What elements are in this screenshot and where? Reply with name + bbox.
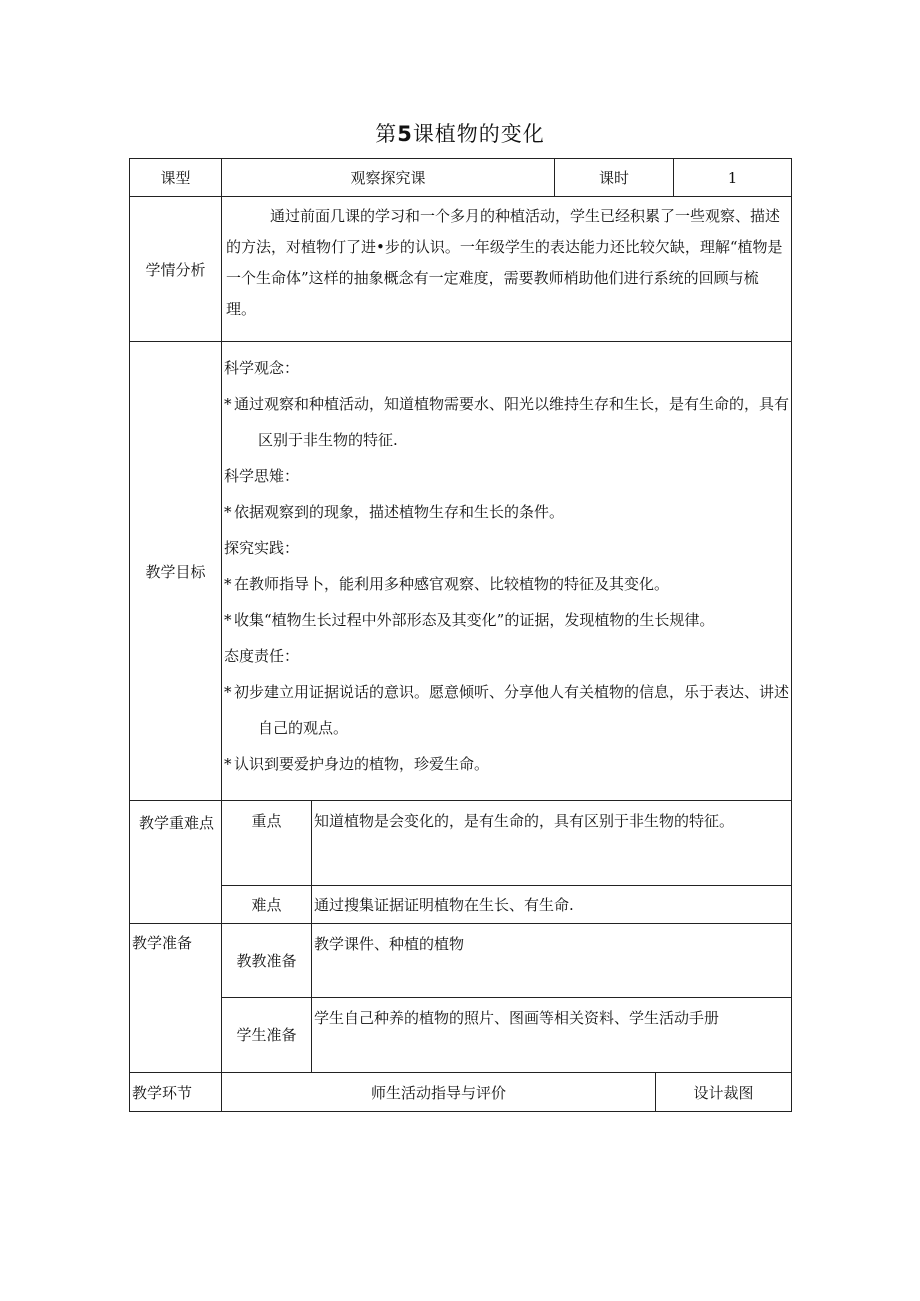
hours-label: 课时	[555, 159, 674, 197]
difficulty-label: 难点	[222, 886, 312, 924]
analysis-label: 学情分析	[130, 197, 222, 342]
goal-heading: 探究实践：	[224, 539, 300, 557]
teacher-prep-text: 教学课件、种植的植物	[312, 924, 792, 998]
design-label: 设计裁图	[656, 1073, 792, 1112]
goals-cell	[222, 342, 792, 801]
bullet-mark: *	[224, 755, 232, 773]
goal-item: * 收集“植物生长过程中外部形态及其变化”的证据，发现植物的生长规律。	[224, 602, 789, 638]
title-number: 5	[397, 122, 413, 146]
bullet-mark: *	[224, 503, 232, 521]
bullet-mark: *	[224, 683, 232, 701]
analysis-text: 通过前面几课的学习和一个多月的种植活动，学生已经积累了一些观察、描述的方法，对植物仃了进•步的认识。一年级学生的表达能力还比较欠缺，理解“植物是一个生命体”这样的抽象概念有一定难度，需要教师梢助他们进行系统的回顾与梳理。	[226, 207, 783, 318]
title-suffix: 课植物的变化	[412, 122, 545, 146]
stage-label: 教学环节	[130, 1073, 222, 1112]
analysis-cell	[222, 197, 792, 342]
goal-item: * 依据观察到的现象，描述植物生存和生长的条件。	[224, 494, 789, 530]
key-points-label: 教学重难点	[130, 801, 222, 924]
difficulty-text: 通过搜集证据证明植物在生长、有生命.	[312, 886, 792, 924]
goal-item: * 在教师指导卜，能利用多种感官观察、比较植物的特征及其变化。	[224, 566, 789, 602]
teacher-prep-label: 教教准备	[222, 924, 312, 998]
goals-label: 教学目标	[130, 342, 222, 801]
student-prep-text: 学生自己种养的植物的照片、图画等相关资料、学生活动手册	[312, 998, 792, 1073]
page-title	[0, 118, 920, 148]
teacher-prep-row	[130, 924, 792, 998]
goal-heading: 科学思雉：	[224, 467, 300, 485]
goal-heading: 态度责任：	[224, 647, 300, 665]
preparation-label: 教学准备	[130, 924, 222, 1073]
lesson-plan-table	[129, 158, 792, 1112]
student-prep-row	[130, 998, 792, 1073]
goal-item: * 初步建立用证据说话的意识。愿意倾听、分享他人有关植物的信息，乐于表达、讲述自己的观点。	[224, 674, 789, 746]
bullet-mark: *	[224, 575, 232, 593]
type-label: 课型	[130, 159, 222, 197]
header-row	[130, 159, 792, 197]
goals-row	[130, 342, 792, 801]
goal-heading: 科学观念：	[224, 359, 300, 377]
type-value: 观察探究课	[222, 159, 555, 197]
bullet-mark: *	[224, 611, 232, 629]
focus-text: 知道植物是会变化的，是有生命的，具有区别于非生物的特征。	[312, 801, 792, 886]
student-prep-label: 学生准备	[222, 998, 312, 1073]
bullet-mark: *	[224, 395, 232, 413]
activity-label: 师生活动指导与评价	[222, 1073, 656, 1112]
focus-label: 重点	[222, 801, 312, 886]
focus-row	[130, 801, 792, 886]
footer-row	[130, 1073, 792, 1112]
title-prefix: 第	[375, 122, 398, 146]
hours-value: 1	[674, 159, 792, 197]
analysis-row	[130, 197, 792, 342]
goal-item: * 通过观察和种植活动，知道植物需要水、阳光以维持生存和生长，是有生命的，具有区别于非生物的特征.	[224, 386, 789, 458]
difficulty-row	[130, 886, 792, 924]
goal-item: * 认识到要爱护身边的植物，珍爱生命。	[224, 746, 789, 782]
